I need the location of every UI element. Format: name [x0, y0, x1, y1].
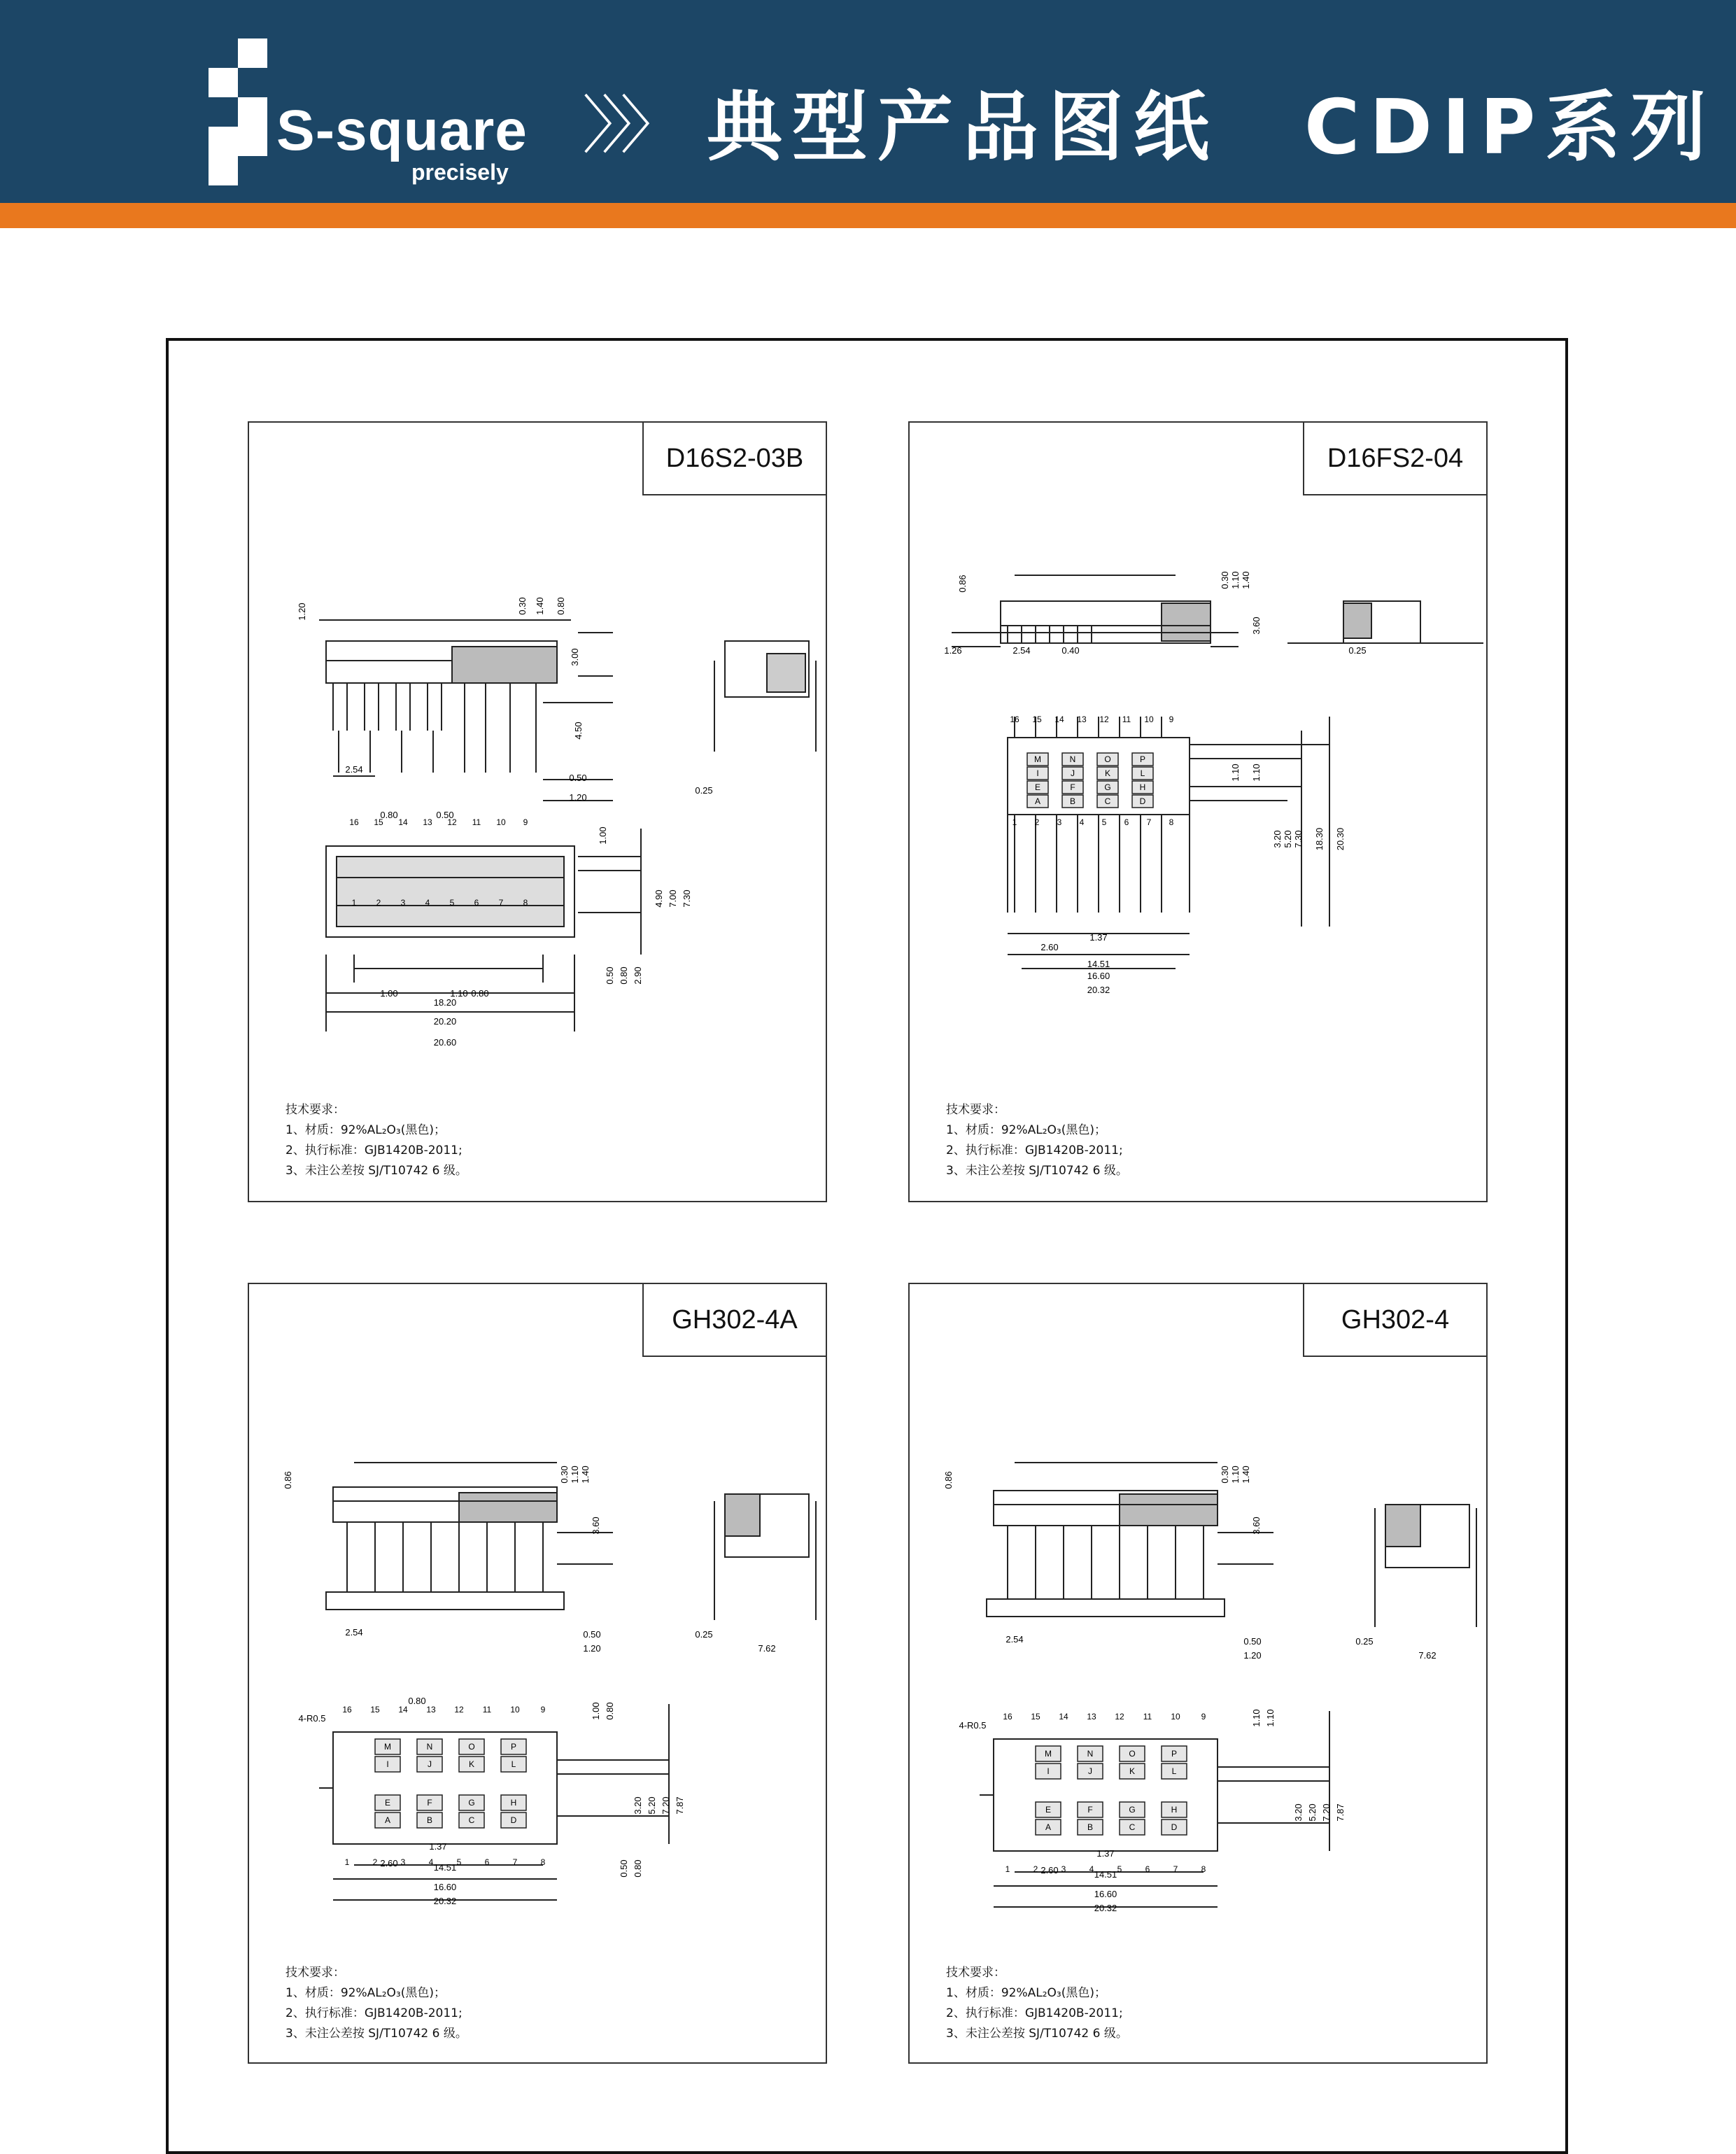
- pad-letter-label: D: [510, 1815, 517, 1825]
- top-dimension-label: 2.60: [1040, 942, 1059, 952]
- chevron-icon: 〉〉〉: [582, 89, 670, 162]
- top-dimension-label: 14.51: [1094, 1869, 1117, 1880]
- top-dimension-label: 20.32: [1087, 985, 1110, 995]
- tech-notes: [285, 1963, 467, 2044]
- side-dimension-label: 7.62: [758, 1643, 776, 1654]
- accent-bar: [0, 203, 1736, 228]
- pad-letter-label: F: [1087, 1805, 1093, 1815]
- pin-number-label: 2: [376, 898, 381, 908]
- pad-letter-label: P: [1139, 754, 1146, 764]
- pin-number-label: 9: [540, 1705, 546, 1715]
- top-dimension-label: 1.00: [598, 826, 608, 845]
- pin-number-label: 13: [1087, 1712, 1096, 1722]
- pad-letter-label: P: [510, 1742, 517, 1752]
- pin-number-label: 5: [449, 898, 455, 908]
- pin-number-label: 2: [1034, 817, 1040, 827]
- logo-text: S-square: [276, 99, 528, 162]
- notes-line-2: 2、执行标准：GJB1420B-2011;: [946, 1143, 1123, 1157]
- pad-letter-label: E: [1045, 1805, 1052, 1815]
- pin-number-label: 6: [1145, 1864, 1150, 1874]
- side-dimension-label: 1.40: [535, 597, 545, 615]
- pad-letter-label: O: [1129, 1749, 1136, 1759]
- pin-number-label: 3: [400, 1857, 406, 1867]
- notes-line-2: 2、执行标准：GJB1420B-2011;: [946, 2006, 1123, 2020]
- pin-number-label: 5: [456, 1857, 462, 1867]
- side-dimension-label: 0.30: [1220, 1465, 1230, 1484]
- side-dimension-label: 1.10: [570, 1465, 580, 1484]
- top-dimension-label: 1.37: [1089, 932, 1108, 943]
- notes-line-1: 1、材质：92%AL₂O₃(黑色)；: [285, 1986, 446, 2000]
- pad-letter-label: A: [1034, 796, 1041, 806]
- pin-number-label: 1: [1012, 817, 1017, 827]
- pad-letter-label: H: [1171, 1805, 1178, 1815]
- side-dimension-label: 3.60: [1251, 617, 1262, 635]
- pin-number-label: 14: [1059, 1712, 1068, 1722]
- side-dimension-label: 0.25: [1355, 1636, 1374, 1647]
- pin-number-label: 1: [1005, 1864, 1010, 1874]
- side-dimension-label: 0.86: [283, 1471, 293, 1489]
- pad-grid: [1027, 753, 1153, 808]
- pin-number-label: 5: [1117, 1864, 1122, 1874]
- pin-number-label: 10: [496, 817, 506, 827]
- pad-letter-label: L: [1140, 768, 1145, 778]
- top-dimension-label: 16.60: [1094, 1889, 1117, 1899]
- pad-letter-label: D: [1171, 1822, 1178, 1832]
- pad-letter-label: M: [1045, 1749, 1052, 1759]
- pad-letter-label: K: [468, 1759, 475, 1769]
- pin-number-label: 1: [351, 898, 357, 908]
- pin-number-label: 11: [1143, 1712, 1152, 1722]
- pin-number-label: 10: [510, 1705, 520, 1715]
- pad-letter-label: I: [1047, 1766, 1050, 1776]
- tech-notes: [946, 1100, 1128, 1181]
- top-dimension-label: 18.20: [433, 997, 457, 1008]
- top-dimension-label: 3.20: [1272, 830, 1283, 848]
- pin-number-label: 7: [1173, 1864, 1178, 1874]
- pin-number-label: 4: [1079, 817, 1085, 827]
- pin-number-label: 1: [344, 1857, 350, 1867]
- notes-line-1: 1、材质：92%AL₂O₃(黑色)；: [946, 1986, 1106, 2000]
- side-dimension-label: 3.60: [591, 1516, 601, 1535]
- pin-number-label: 14: [1054, 715, 1064, 724]
- notes-line-3: 3、未注公差按 SJ/T10742 6 级。: [285, 1164, 467, 1178]
- side-dimension-label: 1.40: [580, 1465, 591, 1484]
- side-dimension-label: 1.40: [1241, 1465, 1251, 1484]
- top-dimension-label: 5.20: [1283, 830, 1293, 848]
- pad-letter-label: C: [1104, 796, 1111, 806]
- pad-letter-label: E: [384, 1798, 391, 1808]
- pad-letter-label: A: [384, 1815, 391, 1825]
- pad-letter-label: N: [426, 1742, 433, 1752]
- pad-letter-label: G: [1129, 1805, 1136, 1815]
- side-dimension-label: 0.25: [695, 1629, 713, 1640]
- pad-letter-label: I: [386, 1759, 389, 1769]
- header-banner: [0, 0, 1736, 203]
- pin-number-label: 3: [1061, 1864, 1066, 1874]
- top-dimension-label: 7.30: [682, 889, 692, 908]
- side-dimension-label: 2.54: [1012, 645, 1031, 656]
- pin-number-label: 16: [1010, 715, 1019, 724]
- pad-letter-label: B: [1069, 796, 1076, 806]
- pin-number-label: 3: [1057, 817, 1062, 827]
- drawing-panel-d16s2-03b: [248, 421, 827, 1202]
- notes-heading: 技术要求：: [946, 1103, 1005, 1117]
- top-dimension-label: 16.60: [433, 1882, 457, 1892]
- pad-letter-label: E: [1034, 782, 1041, 792]
- pad-letter-label: B: [1087, 1822, 1094, 1832]
- pad-letter-label: D: [1139, 796, 1146, 806]
- top-dimension-label: 1.37: [429, 1841, 447, 1852]
- side-dimension-label: 1.20: [569, 792, 587, 803]
- side-dimension-label: 2.54: [1005, 1634, 1024, 1645]
- top-dimension-label: 5.20: [1307, 1803, 1318, 1822]
- side-dimension-label: 0.25: [695, 785, 713, 796]
- pin-number-label: 11: [482, 1705, 492, 1715]
- top-dimension-label: 14.51: [1087, 959, 1110, 969]
- pad-letter-label: H: [1139, 782, 1146, 792]
- side-dimension-label: 1.10: [1230, 571, 1241, 589]
- notes-line-3: 3、未注公差按 SJ/T10742 6 级。: [946, 1164, 1128, 1178]
- top-dimension-label: 5.20: [647, 1796, 657, 1815]
- logo-subtext: precisely: [411, 160, 509, 185]
- top-dimension-label: 20.30: [1335, 827, 1346, 851]
- top-dimension-label: 0.50: [619, 1859, 629, 1878]
- pad-letter-label: H: [510, 1798, 517, 1808]
- technical-drawing: [910, 1284, 1489, 2065]
- pin-number-label: 8: [523, 898, 528, 908]
- top-dimension-label: 0.80: [408, 1696, 426, 1706]
- pin-number-label: 6: [1124, 817, 1129, 827]
- pin-number-label: 11: [472, 817, 481, 827]
- pin-number-label: 7: [1146, 817, 1152, 827]
- pin-number-label: 16: [342, 1705, 352, 1715]
- pin-number-label: 4: [1089, 1864, 1094, 1874]
- pin-number-label: 12: [454, 1705, 464, 1715]
- drawing-panel-gh302-4a: [248, 1283, 827, 2064]
- top-dimension-label: 2.90: [633, 966, 643, 985]
- pin-number-label: 15: [370, 1705, 380, 1715]
- notes-line-1: 1、材质：92%AL₂O₃(黑色)；: [946, 1123, 1106, 1137]
- top-dimension-label: 1.10: [1230, 763, 1241, 782]
- panel-title: D16S2-03B: [642, 421, 827, 495]
- pin-number-label: 3: [400, 898, 406, 908]
- pin-number-label: 10: [1144, 715, 1154, 724]
- pin-number-label: 6: [484, 1857, 490, 1867]
- top-dimension-label: 0.50: [605, 966, 615, 985]
- pin-number-label: 4: [428, 1857, 434, 1867]
- pin-number-label: 9: [1169, 715, 1174, 724]
- pin-number-label: 13: [423, 817, 432, 827]
- pad-letter-label: K: [1104, 768, 1111, 778]
- side-dimension-label: 7.62: [1418, 1650, 1437, 1661]
- top-dimension-label: 4-R0.5: [298, 1713, 326, 1724]
- top-dimension-label: 7.30: [1293, 830, 1304, 848]
- top-dimension-label: 1.00: [380, 988, 398, 999]
- top-dimension-label: 0.80: [380, 810, 398, 820]
- top-dimension-label: 1.10: [450, 988, 468, 999]
- notes-line-2: 2、执行标准：GJB1420B-2011;: [285, 1143, 463, 1157]
- notes-line-3: 3、未注公差按 SJ/T10742 6 级。: [285, 2027, 467, 2041]
- pin-number-label: 2: [1033, 1864, 1038, 1874]
- pin-number-label: 12: [1099, 715, 1109, 724]
- top-dimension-label: 18.30: [1314, 827, 1325, 851]
- panel-title: D16FS2-04: [1303, 421, 1488, 495]
- side-dimension-label: 1.10: [1230, 1465, 1241, 1484]
- pad-letter-label: G: [1104, 782, 1111, 792]
- top-dimension-label: 0.80: [633, 1859, 643, 1878]
- drawing-panel-d16fs2-04: [908, 421, 1488, 1202]
- pin-number-label: 9: [523, 817, 528, 827]
- pad-letter-label: G: [468, 1798, 475, 1808]
- pad-letter-label: N: [1069, 754, 1076, 764]
- top-dimension-label: 0.80: [471, 988, 489, 999]
- top-dimension-label: 7.20: [1321, 1803, 1332, 1822]
- side-dimension-label: 1.20: [583, 1643, 601, 1654]
- side-dimension-label: 1.20: [297, 603, 307, 621]
- top-dimension-label: 4.90: [654, 889, 664, 908]
- pin-number-label: 13: [1077, 715, 1087, 724]
- top-dimension-label: 3.20: [1293, 1803, 1304, 1822]
- side-dimension-label: 2.54: [345, 1627, 363, 1638]
- panel-title: GH302-4: [1303, 1283, 1488, 1357]
- notes-line-3: 3、未注公差按 SJ/T10742 6 级。: [946, 2027, 1128, 2041]
- side-dimension-label: 0.30: [517, 597, 528, 615]
- top-dimension-label: 1.00: [591, 1702, 601, 1720]
- top-dimension-label: 20.32: [1094, 1903, 1117, 1913]
- technical-drawing: [910, 423, 1489, 1204]
- top-dimension-label: 7.20: [661, 1796, 671, 1815]
- pin-number-label: 8: [1201, 1864, 1206, 1874]
- pad-letter-label: K: [1129, 1766, 1136, 1776]
- side-dimension-label: 0.40: [1061, 645, 1080, 656]
- pin-number-label: 14: [398, 817, 408, 827]
- side-dimension-label: 0.25: [1348, 645, 1367, 656]
- technical-drawing: [249, 423, 828, 1204]
- pad-letter-label: M: [384, 1742, 391, 1752]
- top-dimension-label: 1.10: [1251, 1709, 1262, 1727]
- top-dimension-label: 20.32: [433, 1896, 457, 1906]
- panel-title: GH302-4A: [642, 1283, 827, 1357]
- pin-number-label: 7: [512, 1857, 518, 1867]
- top-dimension-label: 20.20: [433, 1016, 457, 1027]
- pin-number-label: 12: [447, 817, 457, 827]
- top-dimension-label: 0.50: [436, 810, 454, 820]
- pin-number-label: 15: [1031, 1712, 1040, 1722]
- side-dimension-label: 1.20: [1243, 1650, 1262, 1661]
- top-dimension-label: 7.87: [675, 1796, 685, 1815]
- top-dimension-label: 3.20: [633, 1796, 643, 1815]
- page-title: 典型产品图纸 CDIP系列: [707, 84, 1716, 171]
- side-dimension-label: 3.60: [1251, 1516, 1262, 1535]
- pin-number-label: 4: [425, 898, 430, 908]
- pin-number-label: 16: [1003, 1712, 1012, 1722]
- top-dimension-label: 7.87: [1335, 1803, 1346, 1822]
- pin-number-label: 5: [1101, 817, 1107, 827]
- pin-number-label: 10: [1171, 1712, 1180, 1722]
- top-dimension-label: 4-R0.5: [959, 1720, 987, 1731]
- pad-letter-label: C: [468, 1815, 475, 1825]
- pad-letter-label: P: [1171, 1749, 1178, 1759]
- drawing-panel-gh302-4: [908, 1283, 1488, 2064]
- tech-notes: [946, 1963, 1128, 2044]
- side-dimension-label: 0.30: [1220, 571, 1230, 589]
- pin-number-label: 11: [1122, 715, 1131, 724]
- side-dimension-label: 0.50: [569, 773, 587, 783]
- notes-heading: 技术要求：: [285, 1966, 345, 1980]
- pad-grid: [375, 1739, 526, 1828]
- pad-letter-label: O: [468, 1742, 475, 1752]
- pad-letter-label: J: [1071, 768, 1075, 778]
- top-dimension-label: 0.80: [605, 1702, 615, 1720]
- top-dimension-label: 1.10: [1251, 763, 1262, 782]
- pin-number-label: 12: [1115, 1712, 1124, 1722]
- pad-letter-label: J: [1088, 1766, 1092, 1776]
- side-dimension-label: 0.50: [1243, 1636, 1262, 1647]
- pin-number-label: 2: [372, 1857, 378, 1867]
- side-dimension-label: 0.50: [583, 1629, 601, 1640]
- side-dimension-label: 0.86: [943, 1471, 954, 1489]
- notes-line-2: 2、执行标准：GJB1420B-2011;: [285, 2006, 463, 2020]
- side-dimension-label: 1.26: [944, 645, 962, 656]
- notes-line-1: 1、材质：92%AL₂O₃(黑色)；: [285, 1123, 446, 1137]
- pad-grid: [1036, 1746, 1187, 1835]
- notes-heading: 技术要求：: [946, 1966, 1005, 1980]
- top-dimension-label: 1.37: [1096, 1848, 1115, 1859]
- pin-number-label: 6: [474, 898, 479, 908]
- pad-letter-label: C: [1129, 1822, 1136, 1832]
- pad-letter-label: N: [1087, 1749, 1094, 1759]
- pad-letter-label: L: [511, 1759, 516, 1769]
- top-dimension-label: 7.00: [668, 889, 678, 908]
- side-dimension-label: 1.40: [1241, 571, 1251, 589]
- side-dimension-label: 0.30: [559, 1465, 570, 1484]
- pad-letter-label: F: [427, 1798, 432, 1808]
- pin-number-label: 14: [398, 1705, 408, 1715]
- pad-letter-label: O: [1104, 754, 1111, 764]
- pin-number-label: 7: [498, 898, 504, 908]
- pin-number-label: 9: [1201, 1712, 1206, 1722]
- side-dimension-label: 2.54: [345, 764, 363, 775]
- top-dimension-label: 2.60: [1040, 1865, 1059, 1875]
- pad-letter-label: B: [426, 1815, 433, 1825]
- side-dimension-label: 4.50: [573, 721, 584, 740]
- pin-number-label: 8: [1169, 817, 1174, 827]
- top-dimension-label: 1.10: [1265, 1709, 1276, 1727]
- top-dimension-label: 2.60: [380, 1858, 398, 1868]
- pad-letter-label: I: [1036, 768, 1039, 778]
- pin-number-label: 16: [349, 817, 359, 827]
- side-dimension-label: 3.00: [570, 648, 580, 666]
- pad-letter-label: F: [1070, 782, 1075, 792]
- top-dimension-label: 14.51: [433, 1862, 457, 1873]
- pin-number-label: 15: [1032, 715, 1042, 724]
- notes-heading: 技术要求：: [285, 1103, 345, 1117]
- top-dimension-label: 16.60: [1087, 971, 1110, 981]
- pad-letter-label: J: [428, 1759, 432, 1769]
- technical-drawing: [249, 1284, 828, 2065]
- pin-number-label: 13: [426, 1705, 436, 1715]
- top-dimension-label: 0.80: [619, 966, 629, 985]
- pad-letter-label: A: [1045, 1822, 1052, 1832]
- side-dimension-label: 0.86: [957, 575, 968, 593]
- pin-number-label: 15: [374, 817, 383, 827]
- tech-notes: [285, 1100, 467, 1181]
- pad-letter-label: L: [1171, 1766, 1177, 1776]
- pin-number-label: 8: [540, 1857, 546, 1867]
- pad-letter-label: M: [1034, 754, 1041, 764]
- top-dimension-label: 20.60: [433, 1037, 457, 1048]
- side-dimension-label: 0.80: [556, 597, 566, 615]
